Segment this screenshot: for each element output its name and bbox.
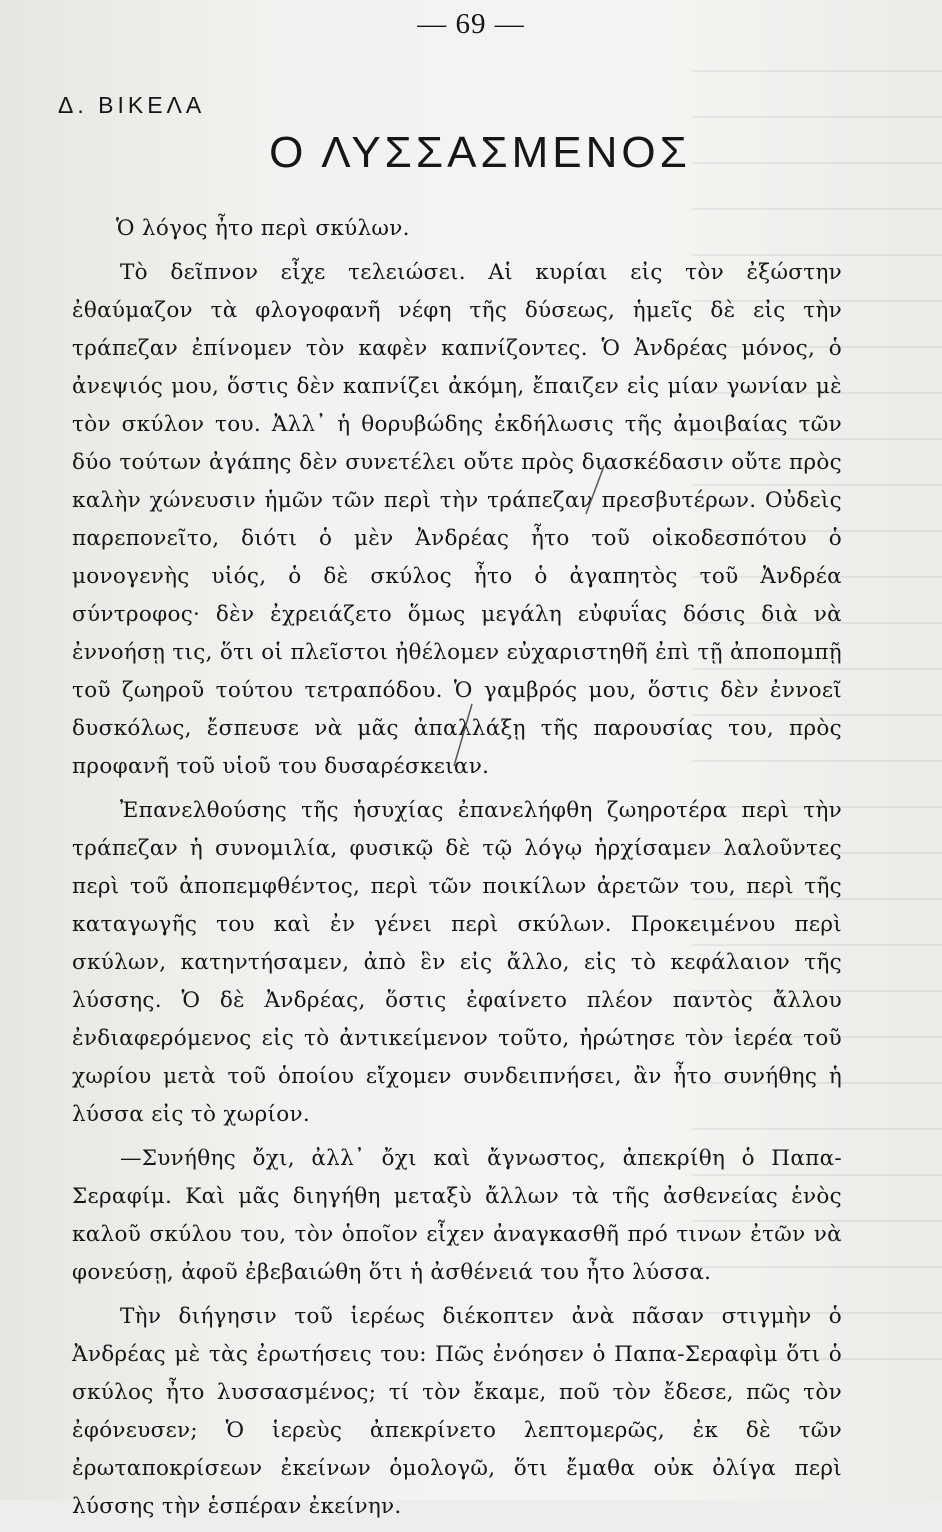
paragraph-5: Τὴν διήγησιν τοῦ ἱερέως διέκοπτεν ἀνὰ πᾶσαν στιγμὴν ὁ Ἀνδρέας μὲ τὰς ἐρωτήσεις του: Πῶς ἐνόησεν ὁ Παπα-Σεραφὶμ ὅτι ὁ σκύλος ἦτο λυσσασμένος; τί τὸν ἔκαμε, ποῦ τὸν ἔδεσε, πῶς τὸν ἐφόνευσεν; Ὁ ἱερεὺς ἀπεκρίνετο λεπτομερῶς, ἐκ δὲ τῶν ἐρωταποκρίσεων ἐκείνων ὁμολογῶ, ὅτι ἔμαθα οὐκ ὀλίγα περὶ λύσσης τὴν ἑσπέραν ἐκείνην. (72, 1304, 842, 1519)
author-name: Δ. ΒΙΚΕΛΑ (58, 92, 206, 118)
page-number: — 69 — (417, 8, 525, 40)
story-title: Ο ΛΥΣΣΑΣΜΕΝΟΣ (269, 128, 691, 177)
pencil-mark-2 (578, 460, 608, 520)
paragraph-1: Ὁ λόγος ἦτο περὶ σκύλων. (116, 216, 410, 241)
body-text (72, 210, 842, 1532)
paragraph-2: Τὸ δεῖπνον εἶχε τελειώσει. Αἱ κυρίαι εἰς τὸν ἐξώστην ἐθαύμαζον τὰ φλογοφανῆ νέφη τῆς δύσεως, ἡμεῖς δὲ εἰς τὴν τράπεζαν ἐπίνομεν τὸν καφὲν καπνίζοντες. Ὁ Ἀνδρέας μόνος, ὁ ἀνεψιός μου, ὅστις δὲν καπνίζει ἀκόμη, ἔπαιζεν εἰς μίαν γωνίαν μὲ τὸν σκύλον του. Ἀλλ᾽ ἡ θορυβώδης ἐκδήλωσις τῆς ἀμοιβαίας τῶν δύο τούτων ἀγάπης δὲν συνετέλει οὔτε πρὸς διασκέδασιν οὔτε πρὸς καλὴν χώνευσιν ἡμῶν τῶν περὶ τὴν τράπεζαν πρεσβυτέρων. Οὐδεὶς παρεπονεῖτο, διότι ὁ μὲν Ἀνδρέας ἦτο τοῦ οἰκοδεσπότου ὁ μονογενὴς υἱός, ὁ δὲ σκύλος ἦτο ὁ ἀγαπητὸς τοῦ Ἀνδρέα σύντροφος· δὲν ἐχρειάζετο ὅμως μεγάλη εὐφυΐας δόσις διὰ νὰ ἐννοήσῃ τις, ὅτι οἱ πλεῖστοι ἠθέλομεν εὐχαριστηθῆ ἐπὶ τῇ ἀποπομπῇ τοῦ ζωηροῦ τούτου τετραπόδου. Ὁ γαμβρός μου, ὅστις δὲν ἐννοεῖ δυσκόλως, ἔσπευσε νὰ μᾶς ἀπαλλάξῃ τῆς παρουσίας του, πρὸς προφανῆ τοῦ υἱοῦ του δυσαρέσκειαν. (72, 260, 842, 779)
paragraph-4: —Συνήθης ὄχι, ἀλλ᾽ ὄχι καὶ ἄγνωστος, ἀπεκρίθη ὁ Παπα-Σεραφίμ. Καὶ μᾶς διηγήθη μεταξὺ ἄλλων τὰ τῆς ἀσθενείας ἑνὸς καλοῦ σκύλου του, τὸν ὁποῖον εἶχεν ἀναγκασθῆ πρό τινων ἐτῶν νὰ φονεύσῃ, ἀφοῦ ἐβεβαιώθη ὅτι ἡ ἀσθένειά του ἦτο λύσσα. (72, 1146, 842, 1285)
pencil-mark-1 (448, 700, 478, 770)
paragraph-3: Ἐπανελθούσης τῆς ἡσυχίας ἐπανελήφθη ζωηροτέρα περὶ τὴν τράπεζαν ἡ συνομιλία, φυσικῷ δὲ τῷ λόγῳ ἠρχίσαμεν λαλοῦντες περὶ τοῦ ἀποπεμφθέντος, περὶ τῶν ποικίλων ἀρετῶν του, περὶ τῆς καταγωγῆς του καὶ ἐν γένει περὶ σκύλων. Προκειμένου περὶ σκύλων, κατηντήσαμεν, ἀπὸ ἓν εἰς ἄλλο, εἰς τὸ κεφάλαιον τῆς λύσσης. Ὁ δὲ Ἀνδρέας, ὅστις ἐφαίνετο πλέον παντὸς ἄλλου ἐνδιαφερόμενος εἰς τὸ ἀντικείμενον τοῦτο, ἠρώτησε τὸν ἱερέα τοῦ χωρίου μετὰ τοῦ ὁποίου εἴχομεν συνδειπνήσει, ἂν ἦτο συνήθης ἡ λύσσα εἰς τὸ χωρίον. (72, 798, 842, 1127)
